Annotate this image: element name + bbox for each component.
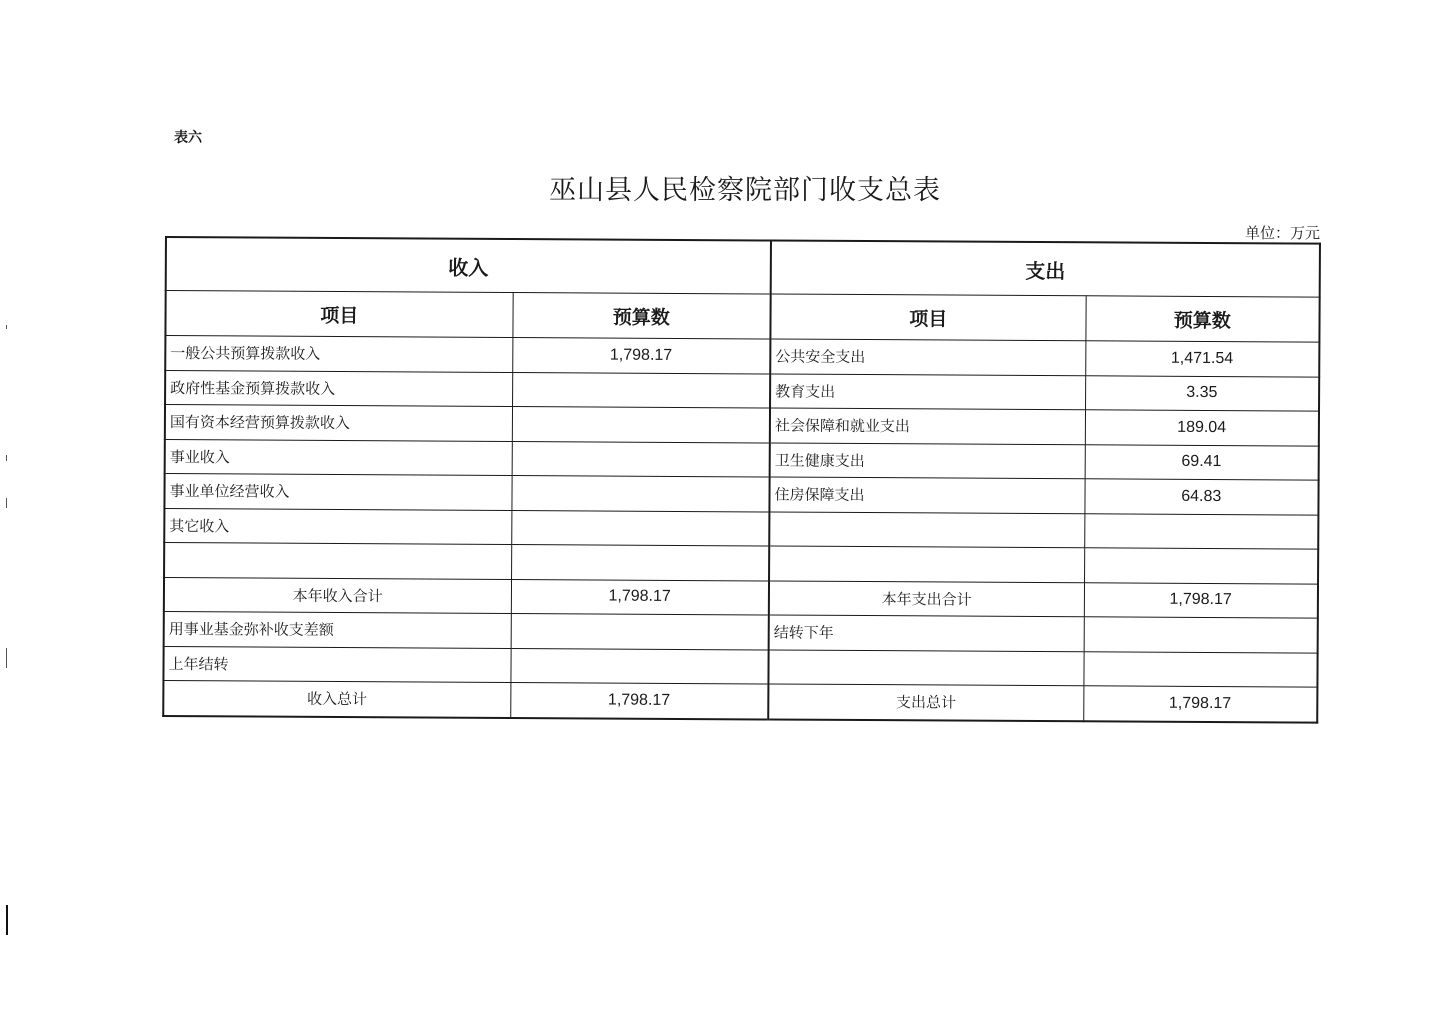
expense-item-header: 项目 — [770, 294, 1085, 341]
expense-item-cell: 住房保障支出 — [769, 477, 1084, 513]
expense-value-cell: 69.41 — [1085, 444, 1319, 480]
income-item-cell: 事业单位经营收入 — [164, 474, 511, 510]
income-value-cell — [511, 544, 769, 580]
income-value-cell — [512, 407, 770, 443]
income-item-cell: 本年收入合计 — [164, 577, 511, 613]
expense-item-cell: 支出总计 — [768, 684, 1083, 721]
income-value-cell — [510, 648, 768, 684]
income-item-header: 项目 — [165, 291, 512, 338]
income-item-cell: 上年结转 — [163, 646, 510, 682]
expense-budget-header: 预算数 — [1085, 296, 1319, 342]
table-body — [163, 336, 1319, 723]
expense-value-cell — [1084, 617, 1318, 653]
expense-value-cell — [1084, 513, 1318, 549]
scan-margin-mark — [6, 325, 7, 329]
income-value-cell — [512, 441, 770, 477]
scan-margin-mark — [6, 498, 7, 508]
expense-value-cell — [1083, 651, 1317, 687]
expense-item-cell — [769, 546, 1084, 582]
income-value-cell — [511, 476, 769, 512]
income-value-cell — [512, 372, 770, 408]
expense-value-cell: 1,798.17 — [1083, 686, 1317, 722]
income-item-cell: 收入总计 — [163, 680, 510, 717]
income-budget-header: 预算数 — [512, 293, 770, 339]
expense-item-cell: 本年支出合计 — [769, 580, 1084, 616]
expense-item-cell: 结转下年 — [769, 615, 1084, 651]
expense-value-cell: 3.35 — [1085, 375, 1319, 411]
expense-value-cell: 1,798.17 — [1084, 582, 1318, 618]
income-item-cell — [164, 543, 511, 579]
income-item-cell: 事业收入 — [165, 439, 512, 475]
income-value-cell: 1,798.17 — [511, 579, 769, 615]
expense-value-cell: 189.04 — [1085, 410, 1319, 446]
income-section-header: 收入 — [166, 237, 771, 294]
document-title: 巫山县人民检察院部门收支总表 — [549, 175, 941, 206]
expense-value-cell: 1,471.54 — [1085, 341, 1319, 377]
income-item-cell: 其它收入 — [164, 508, 511, 544]
income-value-cell: 1,798.17 — [510, 682, 768, 718]
unit-label: 单位：万元 — [1244, 224, 1320, 242]
budget-table-container — [162, 236, 1319, 723]
expense-item-cell: 公共安全支出 — [770, 339, 1085, 375]
income-item-cell: 用事业基金弥补收支差额 — [164, 611, 511, 647]
scan-margin-mark — [6, 455, 7, 461]
expense-section-header: 支出 — [771, 240, 1320, 297]
expense-value-cell: 64.83 — [1084, 479, 1318, 515]
expense-value-cell — [1084, 548, 1318, 584]
table-number-label: 表六 — [174, 130, 202, 146]
table-row — [163, 680, 1317, 722]
income-item-cell: 国有资本经营预算拨款收入 — [165, 405, 512, 441]
income-item-cell: 政府性基金预算拨款收入 — [165, 370, 512, 406]
income-value-cell: 1,798.17 — [512, 338, 770, 374]
income-value-cell — [511, 510, 769, 546]
expense-item-cell: 社会保障和就业支出 — [770, 408, 1085, 444]
expense-item-cell: 教育支出 — [770, 373, 1085, 409]
income-expense-table — [162, 236, 1321, 723]
expense-item-cell — [769, 511, 1084, 547]
expense-item-cell: 卫生健康支出 — [770, 442, 1085, 478]
scan-margin-mark — [6, 905, 8, 935]
income-item-cell: 一般公共预算拨款收入 — [165, 336, 512, 372]
income-value-cell — [511, 613, 769, 649]
expense-item-cell — [768, 649, 1083, 685]
scan-margin-mark — [6, 648, 7, 668]
